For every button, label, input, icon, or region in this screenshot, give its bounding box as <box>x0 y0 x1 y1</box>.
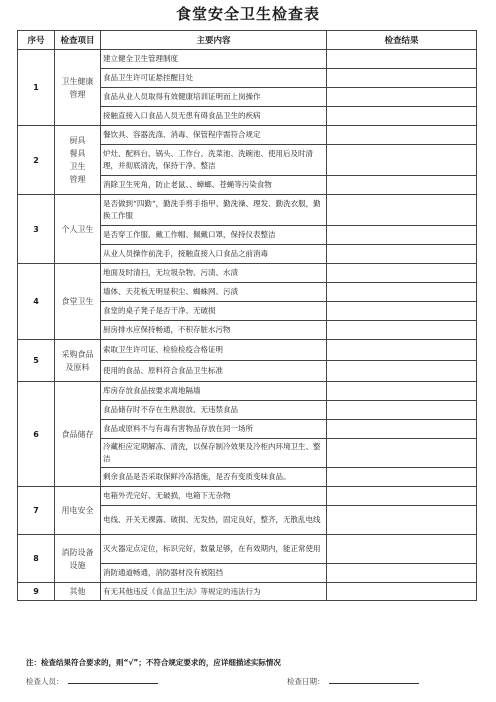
content-cell: 是否穿工作服、戴工作帽、佩戴口罩，保持仪表整洁 <box>101 226 327 245</box>
table-row <box>18 264 477 283</box>
content-cell: 食品储存时不存在生熟混放、无违禁食品 <box>101 401 327 420</box>
inspector-label: 检查人员： <box>26 677 64 686</box>
header-result: 检查结果 <box>327 31 477 50</box>
inspection-table <box>17 30 477 601</box>
table-row <box>18 50 477 69</box>
result-cell[interactable] <box>327 88 477 107</box>
section-item: 消防设备 设施 <box>55 535 101 583</box>
content-cell: 食品从业人员取得有效健康培训证明而上岗操作 <box>101 88 327 107</box>
note-text: 注：检查结果符合要求的，则“√”；不符合规定要求的，应详细描述实际情况 <box>26 658 281 667</box>
result-cell[interactable] <box>327 340 477 361</box>
table-row <box>18 535 477 564</box>
section-item: 个人卫生 <box>55 195 101 264</box>
content-cell: 剩余食品是否采取保鲜冷冻措施，是否有变质变味食品。 <box>101 468 327 487</box>
result-cell[interactable] <box>327 264 477 283</box>
header-content: 主要内容 <box>101 31 327 50</box>
header-no: 序号 <box>18 31 55 50</box>
content-cell: 地面及时清扫，无垃圾杂物、污渍、水渍 <box>101 264 327 283</box>
result-cell[interactable] <box>327 564 477 583</box>
table-row <box>18 487 477 506</box>
result-cell[interactable] <box>327 69 477 88</box>
result-cell[interactable] <box>327 506 477 535</box>
table-row <box>18 583 477 601</box>
section-item: 采购食品 及原料 <box>55 340 101 382</box>
section-item: 用电安全 <box>55 487 101 535</box>
content-cell: 索取卫生许可证、检验检疫合格证明 <box>101 340 327 361</box>
result-cell[interactable] <box>327 283 477 302</box>
inspector-field <box>26 675 158 687</box>
result-cell[interactable] <box>327 439 477 468</box>
result-cell[interactable] <box>327 401 477 420</box>
content-cell: 使用的食品、原料符合食品卫生标准 <box>101 361 327 382</box>
section-number: 1 <box>18 50 55 126</box>
result-cell[interactable] <box>327 107 477 126</box>
result-cell[interactable] <box>327 382 477 401</box>
section-number: 2 <box>18 126 55 195</box>
table-row <box>18 340 477 361</box>
section-item: 食堂卫生 <box>55 264 101 340</box>
section-number: 9 <box>18 583 55 601</box>
result-cell[interactable] <box>327 583 477 601</box>
result-cell[interactable] <box>327 302 477 321</box>
date-field <box>287 675 419 687</box>
section-item: 食品储存 <box>55 382 101 487</box>
result-cell[interactable] <box>327 176 477 195</box>
header-item: 检查项目 <box>55 31 101 50</box>
content-cell: 食堂的桌子凳子是否干净、无破损 <box>101 302 327 321</box>
section-number: 5 <box>18 340 55 382</box>
section-number: 4 <box>18 264 55 340</box>
section-item: 厨具 餐具 卫生 管理 <box>55 126 101 195</box>
page-title: 食堂安全卫生检查表 <box>175 5 320 23</box>
date-line[interactable] <box>329 675 419 684</box>
result-cell[interactable] <box>327 361 477 382</box>
content-cell: 接触直接入口食品人员无患有碍食品卫生的疾病 <box>101 107 327 126</box>
content-cell: 消防通道畅通，消防器材没有被阻挡 <box>101 564 327 583</box>
content-cell: 建立健全卫生管理制度 <box>101 50 327 69</box>
content-cell: 食品卫生许可证悬挂醒目处 <box>101 69 327 88</box>
result-cell[interactable] <box>327 487 477 506</box>
section-number: 8 <box>18 535 55 583</box>
result-cell[interactable] <box>327 195 477 226</box>
header-row <box>18 31 477 50</box>
content-cell: 从业人员操作前洗手，接触直接入口食品之前消毒 <box>101 245 327 264</box>
content-cell: 电线、开关无裸露、破损、无发热，固定良好，整齐，无散乱电线 <box>101 506 327 535</box>
content-cell: 消除卫生死角，防止老鼠、、蟑螂、苍蝇等污染食物 <box>101 176 327 195</box>
result-cell[interactable] <box>327 226 477 245</box>
result-cell[interactable] <box>327 468 477 487</box>
date-label: 检查日期： <box>287 677 325 686</box>
content-cell: 厨房排水应保持畅通，不积存脏水污物 <box>101 321 327 340</box>
section-number: 6 <box>18 382 55 487</box>
result-cell[interactable] <box>327 245 477 264</box>
result-cell[interactable] <box>327 50 477 69</box>
content-cell: 墙体、天花板无明显积尘、蜘蛛网、污渍 <box>101 283 327 302</box>
result-cell[interactable] <box>327 321 477 340</box>
content-cell: 电箱外壳完好、无破损，电箱下无杂物 <box>101 487 327 506</box>
content-cell: 冷藏柜应定期解冻、清洗，以保存制冷效果及冷柜内环境卫生、整洁 <box>101 439 327 468</box>
content-cell: 是否做到“四勤“，勤洗手剪手指甲、勤洗澡、理发、勤洗衣服，勤换工作服 <box>101 195 327 226</box>
table-row <box>18 382 477 401</box>
result-cell[interactable] <box>327 535 477 564</box>
content-cell: 库房存放食品按要求离地隔墙 <box>101 382 327 401</box>
content-cell: 食品或原料不与有毒有害物品存放在同一场所 <box>101 420 327 439</box>
result-cell[interactable] <box>327 145 477 176</box>
content-cell: 炉灶、配料台、锅头、工作台、洗菜池、洗碗池、使用后及时清理，并彻底清洗，保持干净、整洁 <box>101 145 327 176</box>
content-cell: 灭火器定点定位，标识完好，数量足够，在有效期内，能正常使用 <box>101 535 327 564</box>
section-item: 其他 <box>55 583 101 601</box>
section-number: 3 <box>18 195 55 264</box>
table-row <box>18 126 477 145</box>
inspector-line[interactable] <box>68 675 158 684</box>
result-cell[interactable] <box>327 126 477 145</box>
table-row <box>18 195 477 226</box>
section-number: 7 <box>18 487 55 535</box>
content-cell: 有无其他违反《食品卫生法》等规定的违法行为 <box>101 583 327 601</box>
content-cell: 餐饮具、容器洗涤、消毒、保管程序需符合规定 <box>101 126 327 145</box>
result-cell[interactable] <box>327 420 477 439</box>
section-item: 卫生健康 管理 <box>55 50 101 126</box>
